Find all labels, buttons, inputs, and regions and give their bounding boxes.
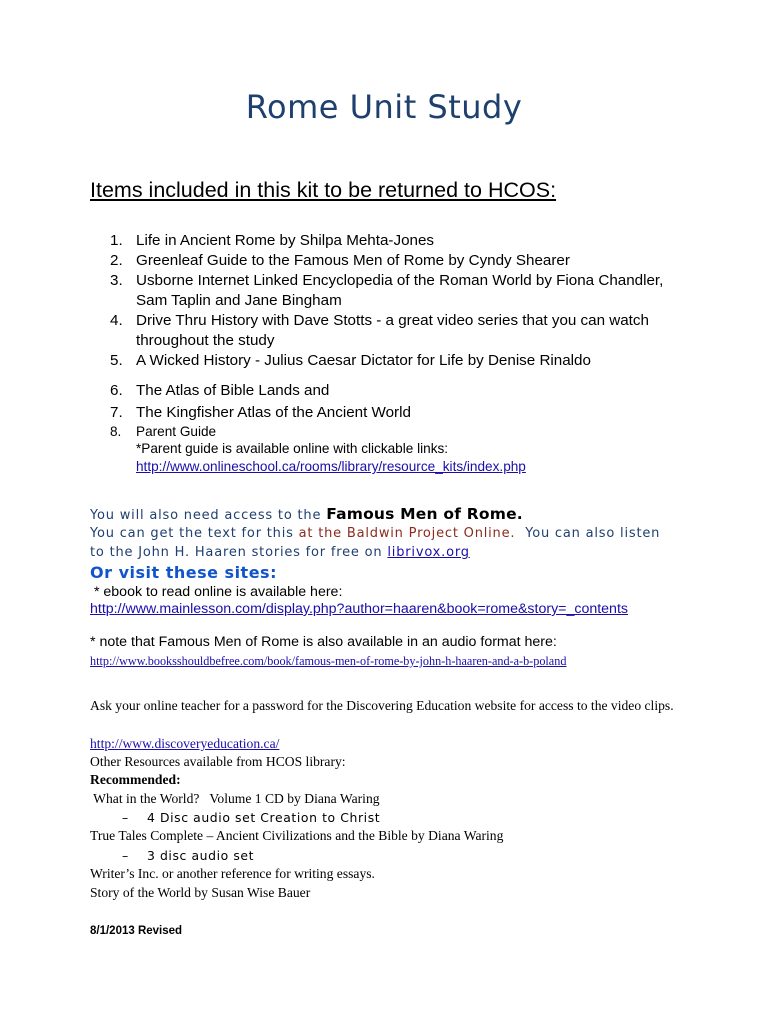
list-item: 5. A Wicked History - Julius Caesar Dictator for Life by Denise Rinaldo bbox=[110, 352, 591, 369]
parent-guide-link[interactable]: http://www.onlineschool.ca/rooms/library/resource_kits/index.php bbox=[136, 459, 526, 474]
ebook-note: * ebook to read online is available here: bbox=[90, 584, 343, 600]
rec-item: Writer’s Inc. or another reference for writing essays. bbox=[90, 866, 375, 881]
rec-item: Story of the World by Susan Wise Bauer bbox=[90, 885, 311, 900]
list-item: 6. The Atlas of Bible Lands and bbox=[110, 382, 330, 399]
famous-men-title: Famous Men of Rome. bbox=[326, 505, 523, 523]
list-item: 3. Usborne Internet Linked Encyclopedia of the Roman World by Fiona Chandler, Sam Taplin and Jane Bingham bbox=[110, 272, 664, 309]
list-item: 2. Greenleaf Guide to the Famous Men of Rome by Cyndy Shearer bbox=[110, 252, 570, 269]
list-item: 4. Drive Thru History with Dave Stotts - a great video series that you can watch throughout the study bbox=[110, 312, 649, 349]
baldwin-project-link[interactable]: at the Baldwin Project Online. bbox=[298, 526, 516, 541]
discovery-link[interactable]: http://www.discoveryeducation.ca/ bbox=[90, 736, 280, 751]
other-resources: Other Resources available from HCOS library: bbox=[90, 754, 346, 769]
parent-guide-note: *Parent guide is available online with clickable links: http://www.onlineschool.ca/rooms/library/resource_kits/index.php bbox=[136, 441, 526, 474]
rec-sub-item: – 3 disc audio set bbox=[122, 848, 255, 863]
access-line-1: You will also need access to the Famous Men of Rome. bbox=[90, 505, 523, 523]
audio-link[interactable]: http://www.booksshouldbefree.com/book/famous-men-of-rome-by-john-h-haaren-and-a-b-poland bbox=[90, 654, 567, 668]
teacher-note: Ask your online teacher for a password for the Discovering Education website for access to the video clips. bbox=[90, 698, 674, 713]
page-title: Rome Unit Study bbox=[245, 88, 523, 126]
kit-items-list bbox=[110, 231, 690, 476]
rec-item: What in the World? Volume 1 CD by Diana Waring bbox=[90, 791, 380, 806]
list-item: 8. Parent Guide bbox=[110, 424, 217, 439]
rec-sub-item: – 4 Disc audio set Creation to Christ bbox=[122, 810, 381, 825]
librivox-link[interactable]: librivox.org bbox=[387, 545, 470, 560]
recommended-label: Recommended: bbox=[90, 772, 181, 787]
visit-heading: Or visit these sites: bbox=[90, 563, 277, 582]
list-item: 7. The Kingfisher Atlas of the Ancient World bbox=[110, 404, 411, 421]
access-line-3: to the John H. Haaren stories for free on librivox.org bbox=[90, 545, 470, 560]
revision-date: 8/1/2013 Revised bbox=[90, 925, 183, 937]
list-item: 1. Life in Ancient Rome by Shilpa Mehta-Jones bbox=[110, 232, 435, 249]
access-line-2: You can get the text for this at the Baldwin Project Online. You can also listen bbox=[90, 526, 661, 541]
audio-note: * note that Famous Men of Rome is also available in an audio format here: bbox=[90, 634, 557, 650]
rec-item: True Tales Complete – Ancient Civilizations and the Bible by Diana Waring bbox=[90, 828, 504, 843]
items-heading: Items included in this kit to be returned to HCOS: bbox=[90, 178, 557, 202]
ebook-link[interactable]: http://www.mainlesson.com/display.php?author=haaren&book=rome&story=_contents bbox=[90, 601, 628, 617]
